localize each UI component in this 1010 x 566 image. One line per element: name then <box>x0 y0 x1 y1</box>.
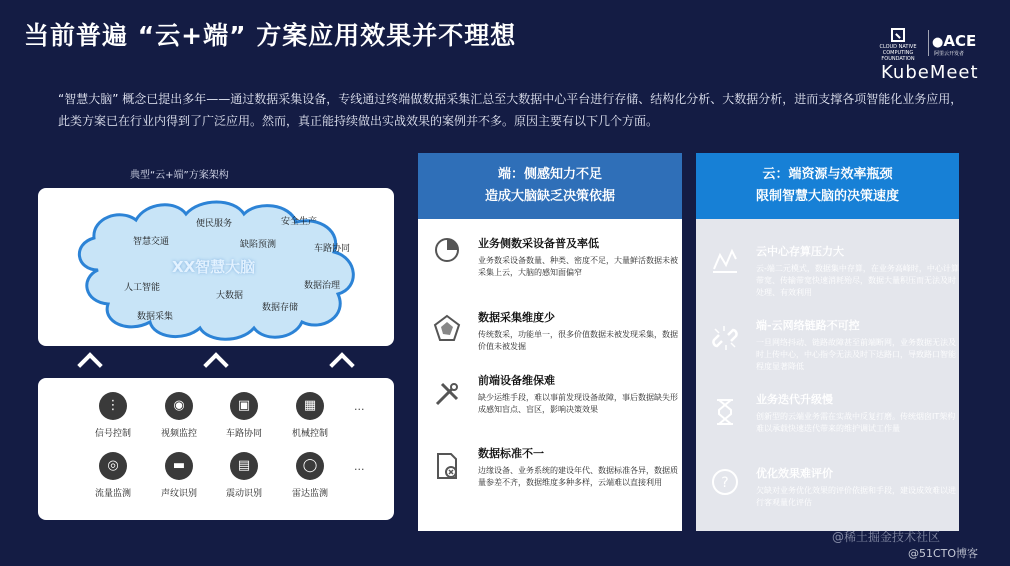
card-end-side <box>418 153 682 531</box>
device-label: 车路协同 <box>225 429 262 439</box>
device-label: 机械控制 <box>291 429 328 439</box>
more-devices: ... <box>354 460 365 473</box>
device-flow-monitor <box>83 452 143 499</box>
card1-item <box>478 235 684 279</box>
ace-drop-icon: ● <box>932 35 944 50</box>
device-signal-control <box>83 392 143 439</box>
cloud-item: 车路协同 <box>314 244 351 254</box>
dome-camera-icon: ◎ <box>99 452 127 480</box>
more-devices: ... <box>354 400 365 413</box>
item-title: 业务迭代升级慢 <box>756 393 833 406</box>
cloud-item: 大数据 <box>216 291 244 301</box>
card2-body <box>696 219 959 531</box>
item-title: 前端设备维保难 <box>478 374 555 387</box>
end-label: 端 <box>50 441 67 461</box>
device-voiceprint <box>149 452 209 499</box>
tools-icon <box>432 379 462 409</box>
card2-item <box>756 317 962 373</box>
device-label: 雷达监测 <box>291 489 328 499</box>
watermark: @稀土掘金技术社区 <box>832 530 941 544</box>
device-vehicle-road <box>214 392 274 439</box>
up-arrow-icon <box>203 352 228 377</box>
vehicle-sensor-icon: ▤ <box>230 452 258 480</box>
item-desc: 边缘设备、业务系统的建设年代、数据标准各异，数据质量参差不齐，数据维度多种多样，云端难以直接利用 <box>478 466 678 487</box>
cncf-logo <box>872 28 924 62</box>
cloud-label: 云 <box>50 264 67 284</box>
cloud-center-title: XX智慧大脑 <box>172 258 256 276</box>
card2-item <box>756 465 962 509</box>
item-desc: 缺少运维手段，难以事前发现设备故障，事后数据缺失形成感知盲点、盲区，影响决策效果 <box>478 393 678 414</box>
card1-item <box>478 372 684 416</box>
device-machine-control <box>280 392 340 439</box>
cloud-item: 智慧交通 <box>133 237 170 247</box>
item-desc: 业务数采设备数量、种类、密度不足，大量鲜活数据未被采集上云，大脑的感知面偏窄 <box>478 256 678 277</box>
cloud-item: 缺陷预测 <box>240 240 277 250</box>
cloud-item: 人工智能 <box>124 283 161 293</box>
item-title: 业务侧数采设备普及率低 <box>478 237 599 250</box>
device-vibration <box>214 452 274 499</box>
svg-text:?: ? <box>721 475 729 491</box>
card2-item <box>756 391 962 435</box>
card-cloud-side <box>696 153 959 531</box>
radar-icon: ◯ <box>296 452 324 480</box>
kubemeet-logo: KubeMeet <box>881 62 979 83</box>
broken-link-icon <box>710 323 740 353</box>
cloud-item: 数据治理 <box>304 281 341 291</box>
card1-item <box>478 309 684 353</box>
card1-item <box>478 445 684 489</box>
car-icon: ▣ <box>230 392 258 420</box>
ace-subtitle: 阿里云开发者 <box>934 51 965 57</box>
question-icon <box>710 467 740 497</box>
device-radar <box>280 452 340 499</box>
pie-chart-icon <box>432 235 462 265</box>
item-title: 云中心存算压力大 <box>756 245 844 258</box>
cloud-item: 数据采集 <box>137 312 174 322</box>
item-desc: 创新型的云端业务需在实战中反复打磨。传统烟囱IT架构难以承载快速迭代带来的维护调试工作量 <box>756 412 956 433</box>
card2-header <box>696 153 959 219</box>
cloud-item: 便民服务 <box>196 219 233 229</box>
device-label: 流量监测 <box>94 489 131 499</box>
card1-head-line1: 端：侧感知力不足 <box>497 167 602 182</box>
ace-text: ACE <box>943 32 977 50</box>
page-title: 当前普遍 “云+端” 方案应用效果并不理想 <box>24 21 517 50</box>
watermark-51cto: @51CTO博客 <box>908 547 979 560</box>
radar-chart-icon <box>432 313 462 343</box>
device-label: 信号控制 <box>94 429 131 439</box>
card2-head-line2: 限制智慧大脑的决策速度 <box>755 189 899 204</box>
diagram-title: 典型“云+端”方案架构 <box>130 170 229 181</box>
card2-head-line1: 云：端资源与效率瓶颈 <box>762 167 893 182</box>
device-label: 声纹识别 <box>160 489 197 499</box>
trend-chart-icon <box>710 245 740 275</box>
cncf-icon <box>891 28 905 42</box>
device-label: 视频监控 <box>160 429 197 439</box>
cloud-item: 安全生产 <box>281 217 318 227</box>
camera-icon: ◉ <box>165 392 193 420</box>
item-desc: 云-端二元模式，数据集中存算，在业务高峰时，中心计算带宽、传输带宽快速消耗殆尽，数据大量积压而无法及时处理、有效利用 <box>756 264 959 297</box>
item-title: 端-云网络链路不可控 <box>756 319 860 332</box>
machine-icon: ▦ <box>296 392 324 420</box>
cncf-line1: CLOUD NATIVE <box>879 44 917 50</box>
device-video-monitor <box>149 392 209 439</box>
cncf-line2: COMPUTING FOUNDATION <box>881 50 915 62</box>
card1-body <box>418 219 682 531</box>
cloud-item: 数据存储 <box>262 303 299 313</box>
card1-head-line2: 造成大脑缺乏决策依据 <box>484 189 615 204</box>
intro-paragraph: “智慧大脑” 概念已提出多年——通过数据采集设备，专线通过终端做数据采集汇总至大数据中心平台进行存储、结构化分析、大数据分析，进而支撑各项智能化业务应用，此类方案已在行业内得到了广泛应用。然而，真正能持续做出实战效果的案例并不多。原因主要有以下几个方面。 <box>58 92 963 128</box>
ace-logo <box>932 32 976 50</box>
up-arrow-icon <box>329 352 354 377</box>
sound-device-icon: ▬ <box>165 452 193 480</box>
device-label: 震动识别 <box>225 489 262 499</box>
logo-divider <box>928 30 929 56</box>
traffic-light-icon: ⋮ <box>99 392 127 420</box>
hourglass-icon <box>710 397 740 427</box>
item-title: 数据标准不一 <box>478 447 544 460</box>
item-desc: 传统数采，功能单一，很多价值数据未被发现采集，数据价值未被发掘 <box>478 330 678 351</box>
card1-header <box>418 153 682 219</box>
item-title: 数据采集维度少 <box>478 311 555 324</box>
card2-item <box>756 243 962 299</box>
item-title: 优化效果难评价 <box>756 467 833 480</box>
document-error-icon <box>432 451 462 481</box>
item-desc: 一旦网络抖动、链路故障甚至前端断网，业务数据无法及时上传中心，中心指令无法及时下达路口，导致路口智能程度显著降低 <box>756 338 956 371</box>
up-arrow-icon <box>77 352 102 377</box>
item-desc: 欠缺对业务优化效果的评价依据和手段，建设成效难以进行客观量化评估 <box>756 486 956 507</box>
